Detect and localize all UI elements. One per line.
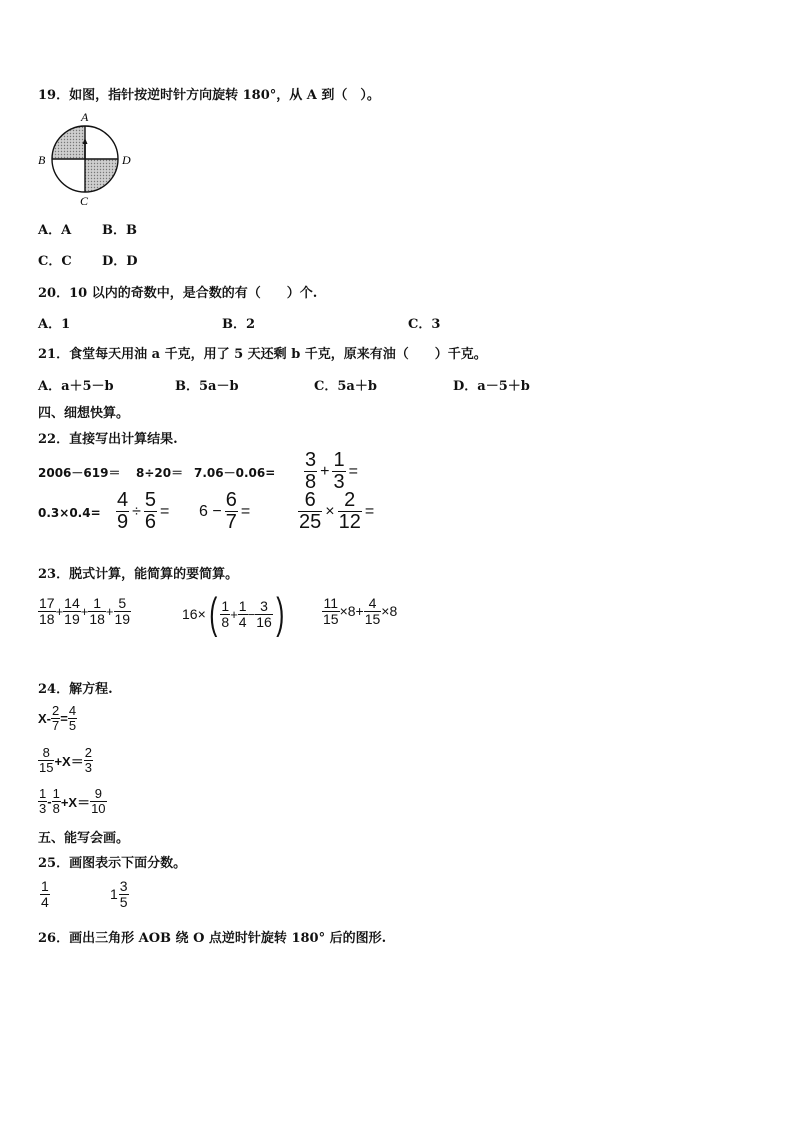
q24-equation-1: X- $\frac{2}{7}$ = $\frac{4}{5}$ xyxy=(38,703,77,733)
q20-option-b[interactable]: B．2 xyxy=(222,317,256,332)
q23-expression-3: $\frac{11}{15}$ ×8+ $\frac{4}{15}$ ×8 xyxy=(323,595,398,627)
fraction: $\frac{4}{9}$ xyxy=(117,489,129,533)
q19-option-d[interactable]: D．D xyxy=(102,254,138,269)
calc-frac-3-8-plus-1-3: $\frac{3}{8}$ + $\frac{1}{3}$ = xyxy=(305,449,358,493)
fraction: $\frac{3}{8}$ xyxy=(305,449,317,493)
q24-title: 24．解方程. xyxy=(38,682,113,697)
fraction: $\frac{17}{18}$ xyxy=(39,595,55,627)
q25-mixed-1-3-5: 1 $\frac{3}{5}$ xyxy=(110,878,128,910)
fraction: $\frac{8}{15}$ xyxy=(39,745,54,775)
q24-equation-2: $\frac{8}{15}$ +X＝ $\frac{2}{3}$ xyxy=(39,745,92,775)
q21-option-d[interactable]: D．a－5＋b xyxy=(453,379,530,394)
q22-title: 22．直接写出计算结果. xyxy=(38,432,178,447)
q19-title: 19．如图，指针按逆时针方向旋转 180°，从 A 到（ ）。 xyxy=(38,88,380,103)
label-d: D xyxy=(122,153,131,167)
calc-frac-4-9-div-5-6: $\frac{4}{9}$ ÷ $\frac{5}{6}$ = xyxy=(117,489,170,533)
section-4-heading: 四、细想快算。 xyxy=(38,406,130,421)
q25-fraction-1-4 xyxy=(40,879,50,909)
calc-2006-619: 2006－619＝ xyxy=(38,466,121,480)
q19-option-a[interactable]: A．A xyxy=(38,223,72,238)
fraction: $\frac{11}{15}$ xyxy=(323,595,339,627)
q19-figure xyxy=(36,108,140,208)
fraction: $\frac{1}{3}$ xyxy=(39,786,47,816)
q21-option-a[interactable]: A．a＋5－b xyxy=(38,379,114,394)
q20-title: 20．10 以内的奇数中，是合数的有（ ）个. xyxy=(38,286,318,301)
label-a: A xyxy=(81,110,89,124)
fraction: $\frac{4}{15}$ xyxy=(364,595,381,627)
calc-706-minus: 7.06－0.06= xyxy=(194,466,276,480)
fraction: $\frac{1}{18}$ xyxy=(89,595,105,627)
fraction: $\frac{9}{10}$ xyxy=(91,786,106,816)
label-c: C xyxy=(80,194,89,208)
fraction: $\frac{2}{7}$ xyxy=(52,703,60,733)
section-5-heading: 五、能写会画。 xyxy=(38,831,130,846)
circle-dial-figure xyxy=(36,108,140,208)
calc-frac-6-25-times-2-12: $\frac{6}{25}$ × $\frac{2}{12}$ = xyxy=(299,489,375,533)
calc-6-minus-6-7: 6 − $\frac{6}{7}$ = xyxy=(199,489,251,533)
q26-title: 26．画出三角形 AOB 绕 O 点逆时针旋转 180° 后的图形. xyxy=(38,931,387,946)
fraction: $\frac{14}{19}$ xyxy=(64,595,80,627)
calc-8-div-20: 8÷20＝ xyxy=(136,466,184,480)
fraction: $\frac{6}{25}$ xyxy=(299,489,322,533)
q21-title: 21．食堂每天用油 a 千克，用了 5 天还剩 b 千克，原来有油（ ）千克。 xyxy=(38,347,487,362)
fraction: $\frac{2}{12}$ xyxy=(338,489,361,533)
fraction: $\frac{1}{4}$ xyxy=(41,878,49,910)
q23-title: 23．脱式计算，能简算的要简算。 xyxy=(38,567,239,582)
calc-03-times-04: 0.3×0.4= xyxy=(38,506,101,520)
fraction: $\frac{5}{6}$ xyxy=(144,489,157,533)
q19-option-c[interactable]: C．C xyxy=(38,254,72,269)
q25-title: 25．画图表示下面分数。 xyxy=(38,856,187,871)
fraction: $\frac{1}{8}$ xyxy=(221,597,230,630)
fraction: $\frac{4}{5}$ xyxy=(68,703,77,733)
fraction: $\frac{1}{4}$ xyxy=(238,597,247,630)
q20-option-a[interactable]: A．1 xyxy=(38,317,71,332)
fraction: $\frac{1}{3}$ xyxy=(333,449,345,493)
fraction: $\frac{1}{8}$ xyxy=(52,786,60,816)
q20-option-c[interactable]: C．3 xyxy=(408,317,441,332)
fraction: $\frac{6}{7}$ xyxy=(225,489,237,533)
q23-expression-1: $\frac{17}{18}$ + $\frac{14}{19}$ + $\frac{1}{18}$ + $\frac{5}{19}$ xyxy=(39,595,131,627)
q21-option-c[interactable]: C．5a＋b xyxy=(314,379,377,394)
fraction: $\frac{2}{3}$ xyxy=(84,745,92,775)
label-b: B xyxy=(38,153,46,167)
q19-option-b[interactable]: B．B xyxy=(102,223,137,238)
fraction: $\frac{3}{16}$ xyxy=(256,597,272,630)
q21-option-b[interactable]: B．5a－b xyxy=(175,379,239,394)
q24-equation-3: $\frac{1}{3}$ - $\frac{1}{8}$ +X＝ $\frac{9}{10}$ xyxy=(39,786,106,816)
fraction: $\frac{3}{5}$ xyxy=(119,878,128,910)
q23-expression-2: 16× ( $\frac{1}{8}$ + $\frac{1}{4}$ − $\frac{3}{16}$ ) xyxy=(182,589,285,638)
fraction: $\frac{5}{19}$ xyxy=(114,595,131,627)
